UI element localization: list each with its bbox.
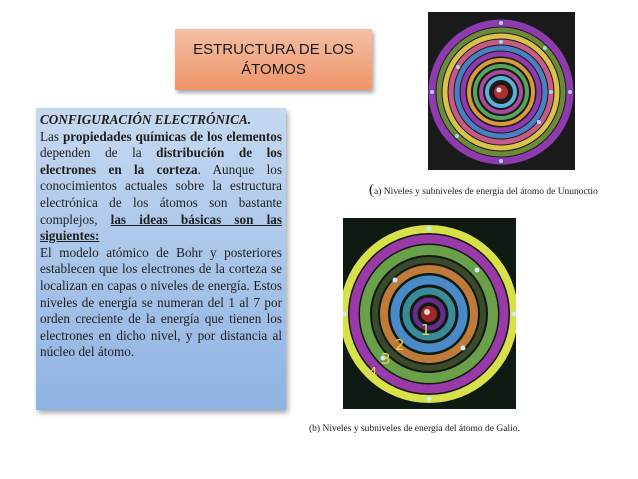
title-line-1: ESTRUCTURA DE LOS <box>193 40 354 58</box>
p1-underlined: las ideas básicas son las siguientes: <box>40 211 282 244</box>
ununoctium-atom-image <box>428 12 575 170</box>
slide-title <box>175 29 372 90</box>
p1-bold-1: propiedades químicas de los elementos <box>62 128 282 144</box>
caption-a <box>369 182 638 199</box>
gallium-atom-image <box>343 218 516 409</box>
content-text-box <box>36 108 286 410</box>
p1-part-a: Las <box>40 128 63 144</box>
section-heading: CONFIGURACIÓN ELECTRÓNICA. <box>40 112 252 127</box>
p1-part-d: . Aunque los conocimientos actuales sobre la estructura electrónica de los átomos son bastante complejos, <box>40 161 282 227</box>
level-label-4: 4 <box>368 364 378 382</box>
caption-a-text: a) Niveles y subniveles de energía del átomo de Ununoctio <box>374 187 598 197</box>
paragraph-2: El modelo atómico de Bohr y posteriores establecen que los electrones de la corteza se localizan en capas o niveles de energía. Estos niveles de energía se numeran del 1 al 7 por orden creciente de la energía que tienen los electrones en dicho nivel, y por distancia al núcleo del átomo. <box>40 244 282 360</box>
level-label-2: 2 <box>395 336 405 354</box>
paragraph-1 <box>40 129 282 245</box>
ununoctium-rings-graphic <box>428 12 575 170</box>
gallium-rings-graphic <box>343 218 516 409</box>
caption-a-paren: ( <box>369 182 374 198</box>
level-label-1: 1 <box>421 321 431 339</box>
level-label-3: 3 <box>381 350 391 368</box>
title-line-2: ÁTOMOS <box>241 60 306 78</box>
p1-bold-2: distribución de los electrones en la corteza <box>40 145 282 177</box>
p1-part-c: dependen de la <box>40 145 157 161</box>
caption-b: (b) Niveles y subniveles de energía del átomo de Galio. <box>309 424 520 434</box>
